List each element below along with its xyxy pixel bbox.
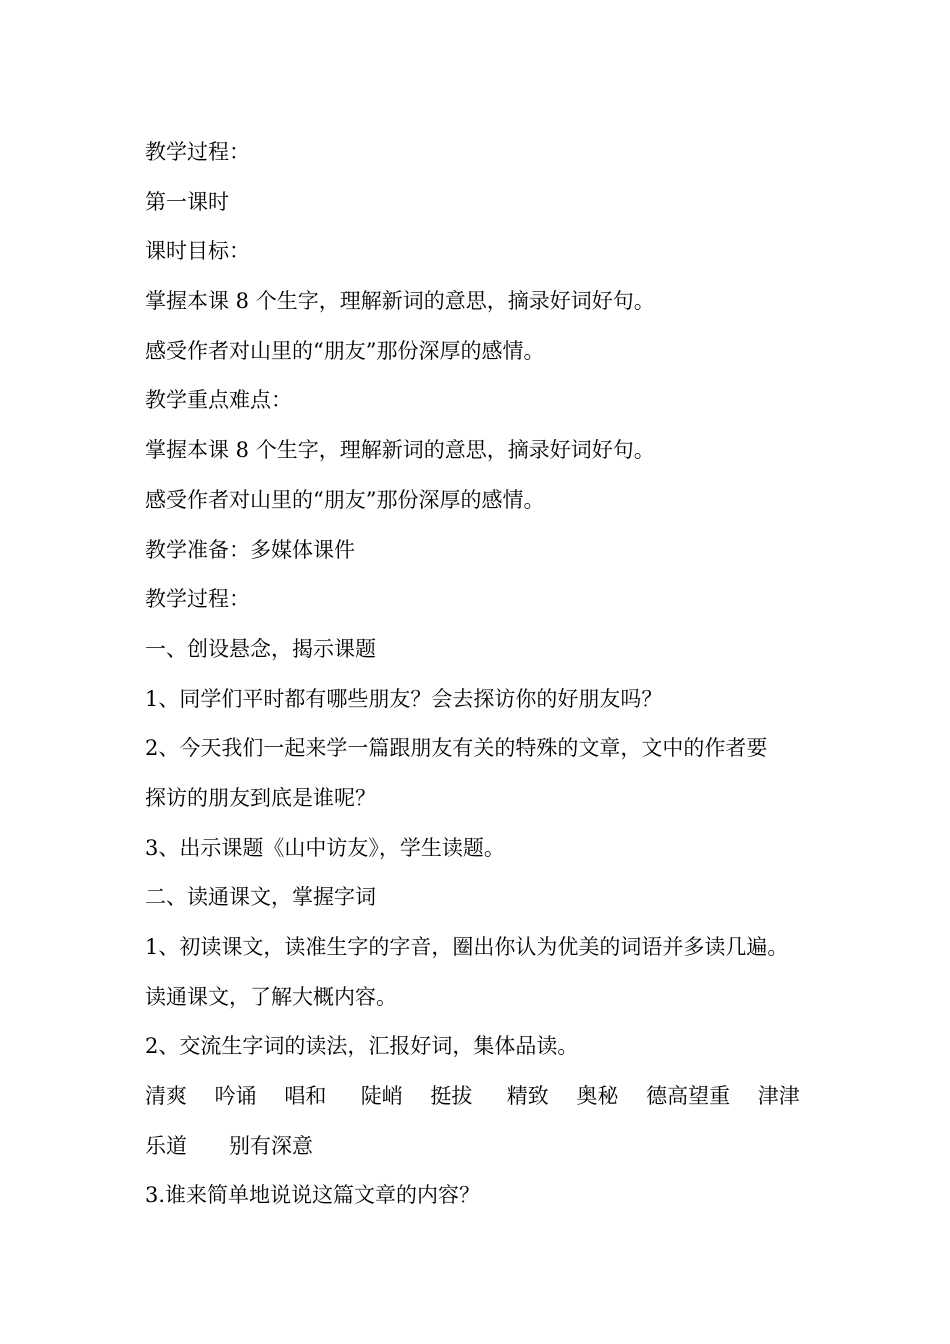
paragraph: 3.谁来简单地说说这篇文章的内容？	[145, 1183, 481, 1208]
section-heading: 一、创设悬念，揭示课题	[145, 636, 376, 661]
paragraph-continuation: 读通课文，了解大概内容。	[145, 984, 397, 1009]
heading-teaching-process: 教学过程：	[145, 140, 250, 164]
paragraph: 1、初读课文，读准生字的字音，圈出你认为优美的词语并多读几遍。	[145, 935, 789, 959]
teaching-preparation: 教学准备：多媒体课件	[145, 537, 355, 562]
heading-key-points: 教学重点难点：	[145, 388, 292, 413]
paragraph: 3、出示课题《山中访友》，学生读题。	[145, 835, 505, 860]
section-heading: 二、读通课文，掌握字词	[145, 885, 376, 910]
goal-item: 感受作者对山里的“朋友”那份深厚的感情。	[145, 338, 545, 363]
lesson-period: 第一课时	[145, 189, 229, 214]
key-point-item: 感受作者对山里的“朋友”那份深厚的感情。	[145, 487, 545, 512]
document-body	[145, 135, 835, 1228]
vocabulary-list: 清爽 吟诵 唱和 陡峭 挺拔 精致 奥秘 德高望重 津津	[145, 1084, 800, 1109]
heading-teaching-process: 教学过程：	[145, 587, 250, 612]
vocabulary-list-continuation: 乐道 别有深意	[145, 1133, 313, 1158]
paragraph: 1、同学们平时都有哪些朋友？会去探访你的好朋友吗？	[145, 686, 663, 711]
paragraph: 2、交流生字词的读法，汇报好词，集体品读。	[145, 1034, 579, 1059]
paragraph-continuation: 探访的朋友到底是谁呢？	[145, 785, 376, 810]
paragraph: 2、今天我们一起来学一篇跟朋友有关的特殊的文章，文中的作者要	[145, 736, 768, 761]
goal-item: 掌握本课 8 个生字，理解新词的意思，摘录好词好句。	[145, 289, 655, 314]
key-point-item: 掌握本课 8 个生字，理解新词的意思，摘录好词好句。	[145, 438, 655, 463]
heading-lesson-goals: 课时目标：	[145, 239, 250, 264]
